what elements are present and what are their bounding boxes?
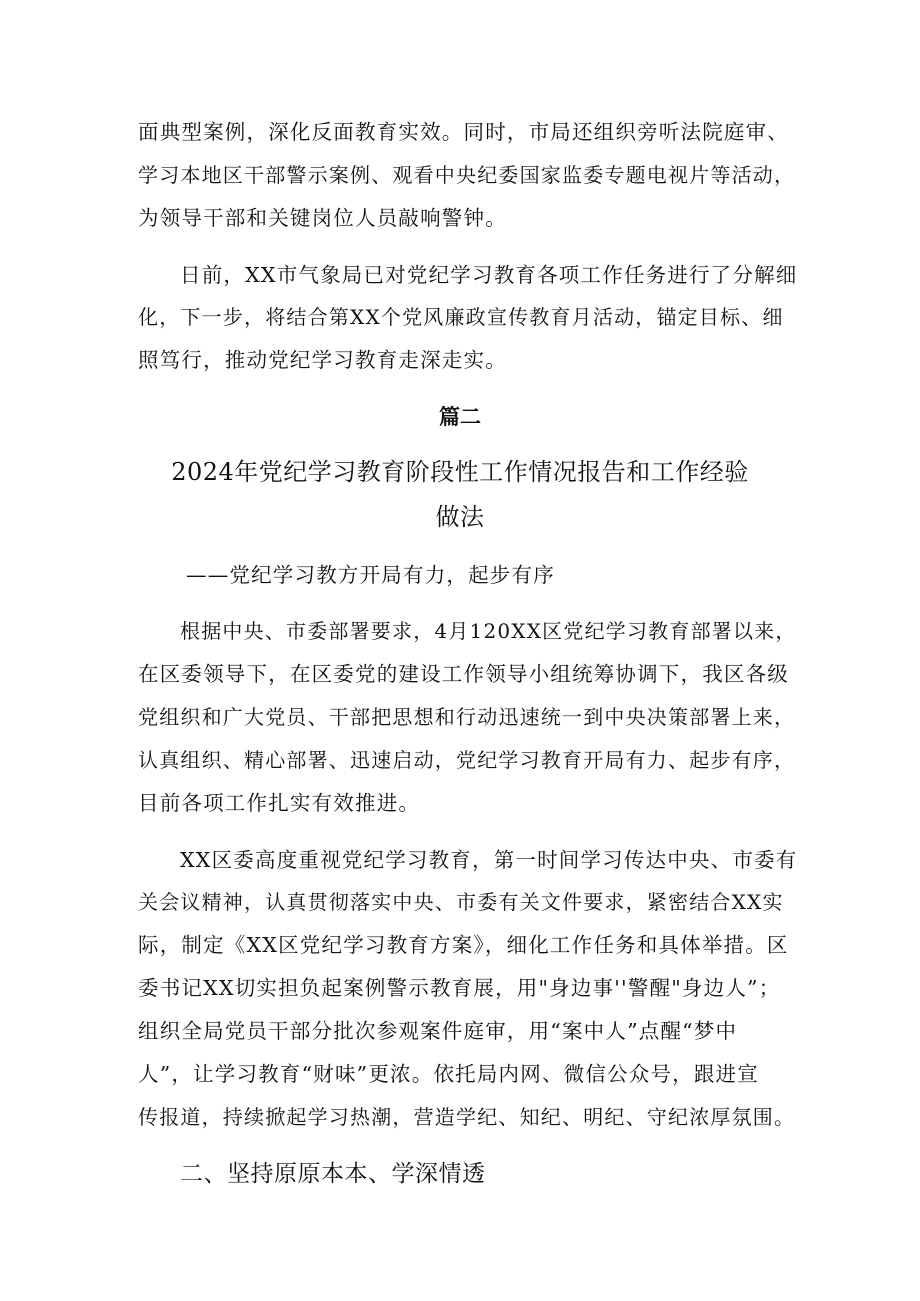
title-line-2: 做法 <box>435 503 485 531</box>
subtitle: ——党纪学习教方开局有力，起步有序 <box>186 563 555 587</box>
paragraph-4-line-1: XX区委高度重视党纪学习教育，第一时间学习传达中央、市委有 <box>180 848 798 872</box>
paragraph-4-line-3: 际，制定《XX区党纪学习教育方案》，细化工作任务和具体举措。区 <box>138 933 789 957</box>
title-line-1: 2024年党纪学习教育阶段性工作情况报告和工作经验 <box>171 458 749 486</box>
paragraph-1-line-2: 学习本地区干部警示案例、观看中央纪委国家监委专题电视片等活动， <box>138 163 796 187</box>
section-heading: 二、坚持原原本本、学深情透 <box>180 1161 486 1187</box>
paragraph-1-line-3: 为领导干部和关键岗位人员敲响警钟。 <box>138 206 507 230</box>
paragraph-3-line-1: 根据中央、市委部署要求，4月120XX区党纪学习教育部署以来， <box>180 619 797 643</box>
paragraph-4-line-6: 人”，让学习教育“财味”更浓。依托局内网、微信公众号，跟进宣 <box>138 1062 759 1086</box>
paragraph-4-line-2: 关会议精神，认真贯彻落实中央、市委有关文件要求，紧密结合XX实 <box>138 890 784 914</box>
paragraph-2-line-2: 化，下一步，将结合第XX个党风廉政宣传教育月活动，锚定目标、细 <box>138 305 784 329</box>
paragraph-3-line-5: 目前各项工作扎实有效推进。 <box>138 791 421 815</box>
paragraph-3-line-4: 认真组织、精心部署、迅速启动，党纪学习教育开局有力、起步有序， <box>138 748 796 772</box>
paragraph-3-line-3: 党组织和广大党员、干部把思想和行动迅速统一到中央决策部署上来， <box>138 705 796 729</box>
paragraph-4-line-4: 委书记XX切实担负起案例警示教育展，用"身边事''警醒"身边人”； <box>138 976 781 1000</box>
paragraph-2-line-1: 日前，XX市气象局已对党纪学习教育各项工作任务进行了分解细 <box>180 263 798 287</box>
section-label: 篇二 <box>439 404 481 429</box>
paragraph-2-line-3: 照笃行，推动党纪学习教育走深走实。 <box>138 348 507 372</box>
paragraph-4-line-5: 组织全局党员干部分批次参观案件庭审，用“案中人”点醒“梦中 <box>138 1019 738 1043</box>
paragraph-1-line-1: 面典型案例，深化反面教育实效。同时，市局还组织旁听法院庭审、 <box>138 120 789 144</box>
paragraph-3-line-2: 在区委领导下，在区委党的建设工作领导小组统筹协调下，我区各级 <box>138 662 789 686</box>
paragraph-4-line-7: 传报道，持续掀起学习热潮，营造学纪、知纪、明纪、守纪浓厚氛围。 <box>138 1105 796 1129</box>
